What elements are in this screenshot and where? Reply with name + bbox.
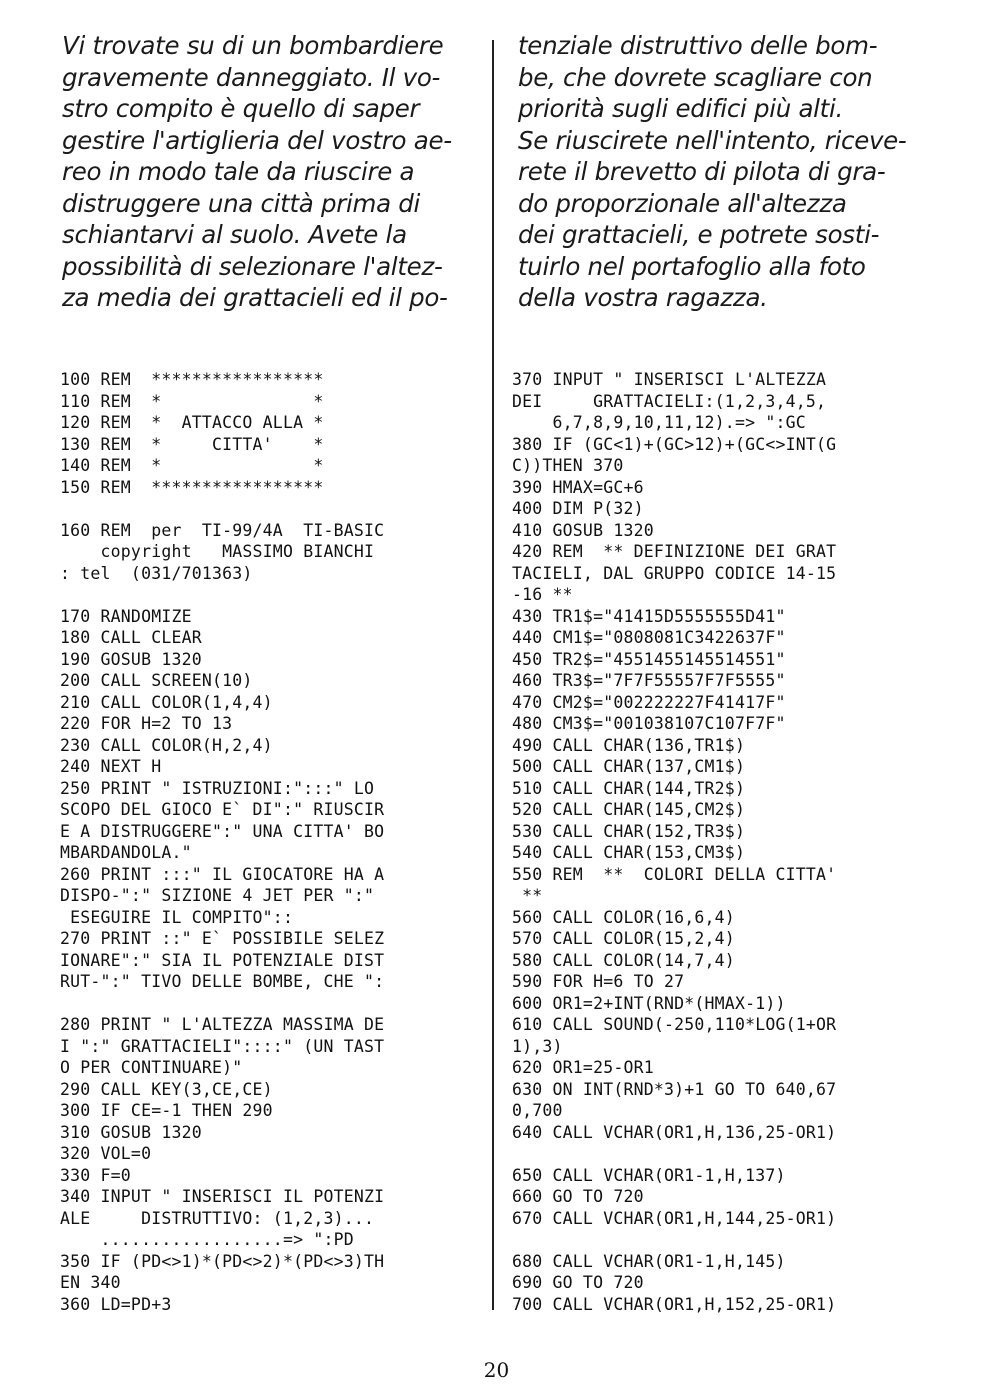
code-line: 540 CALL CHAR(153,CM3$): [512, 843, 746, 862]
code-line: 260 PRINT :::" IL GIOCATORE HA A: [60, 864, 385, 884]
intro-line: dei grattacieli, e potrete sosti-: [518, 220, 880, 249]
intro-line: stro compito è quello di saper: [62, 94, 420, 123]
code-line: 530 CALL CHAR(152,TR3$): [512, 821, 746, 841]
intro-line: possibilità di selezionare l'altez-: [62, 251, 443, 281]
intro-line: rete il brevetto di pilota di gra-: [518, 157, 886, 186]
code-line: 290 CALL KEY(3,CE,CE): [60, 1079, 273, 1099]
code-line: [60, 498, 480, 520]
code-line: 1),3): [512, 1036, 563, 1056]
code-line: [60, 584, 480, 606]
intro-line: Vi trovate su di un bombardiere: [62, 31, 444, 60]
code-line: 350 IF (PD<>1)*(PD<>2)*(PD<>3)TH: [60, 1251, 385, 1271]
intro-line: gestire l'artiglieria del vostro ae-: [62, 125, 452, 155]
code-line: SCOPO DEL GIOCO E` DI":" RIUSCIR: [60, 800, 385, 819]
code-line: 160 REM per TI-99/4A TI-BASIC: [60, 520, 385, 540]
code-line: 480 CM3$="001038107C107F7F": [512, 714, 786, 733]
code-line: 220 FOR H=2 TO 13: [60, 714, 233, 733]
code-line: 180 CALL CLEAR: [60, 628, 202, 647]
intro-line: do proporzionale all'altezza: [518, 188, 847, 218]
code-line: 0,700: [512, 1101, 563, 1120]
code-line: [60, 993, 480, 1015]
code-line: 340 INPUT " INSERISCI IL POTENZI: [60, 1187, 385, 1206]
code-line: [512, 1229, 932, 1251]
code-line: 100 REM *****************: [60, 370, 324, 389]
code-line: 410 GOSUB 1320: [512, 520, 654, 540]
code-line: EN 340: [60, 1273, 121, 1292]
code-line: 520 CALL CHAR(145,CM2$): [512, 800, 746, 819]
code-line: 380 IF (GC<1)+(GC>12)+(GC<>INT(G: [512, 434, 837, 454]
code-line: [512, 1143, 932, 1165]
code-line: 550 REM ** COLORI DELLA CITTA': [512, 864, 837, 884]
code-line: 310 GOSUB 1320: [60, 1122, 202, 1142]
code-line: 390 HMAX=GC+6: [512, 477, 644, 497]
intro-line: schiantarvi al suolo. Avete la: [62, 220, 407, 249]
code-line: 270 PRINT ::" E` POSSIBILE SELEZ: [60, 929, 385, 948]
code-line: 560 CALL COLOR(16,6,4): [512, 907, 735, 927]
code-line: 120 REM * ATTACCO ALLA *: [60, 413, 324, 432]
code-line: 690 GO TO 720: [512, 1273, 644, 1292]
code-line: 230 CALL COLOR(H,2,4): [60, 735, 273, 755]
code-line: 330 F=0: [60, 1165, 131, 1185]
code-line: DISPO-":" SIZIONE 4 JET PER ":": [60, 886, 375, 905]
code-line: 210 CALL COLOR(1,4,4): [60, 692, 273, 712]
code-line: DEI GRATTACIELI:(1,2,3,4,5,: [512, 391, 827, 411]
code-line: **: [512, 886, 543, 905]
code-line: ALE DISTRUTTIVO: (1,2,3)...: [60, 1208, 375, 1228]
code-line: 360 LD=PD+3: [60, 1294, 172, 1314]
code-line: 430 TR1$="41415D5555555D41": [512, 606, 786, 626]
intro-line: tuirlo nel portafoglio alla foto: [518, 251, 866, 281]
code-line: 680 CALL VCHAR(OR1-1,H,145): [512, 1251, 786, 1271]
intro-line: distruggere una città prima di: [62, 188, 421, 218]
code-line: 470 CM2$="002222227F41417F": [512, 692, 786, 712]
code-line: C))THEN 370: [512, 456, 624, 475]
code-line: 660 GO TO 720: [512, 1187, 644, 1206]
code-line: 620 OR1=25-OR1: [512, 1058, 654, 1077]
code-line: 6,7,8,9,10,11,12).=> ":GC: [512, 413, 806, 432]
code-line: 140 REM * *: [60, 456, 324, 475]
code-line: 250 PRINT " ISTRUZIONI:":::" LO: [60, 778, 375, 798]
code-line: 700 CALL VCHAR(OR1,H,152,25-OR1): [512, 1294, 837, 1314]
code-line: 610 CALL SOUND(-250,110*LOG(1+OR: [512, 1015, 837, 1034]
code-line: 460 TR3$="7F7F55557F7F5555": [512, 671, 786, 690]
code-line: 240 NEXT H: [60, 757, 162, 776]
code-line: ..................=> ":PD: [60, 1230, 354, 1249]
code-line: copyright MASSIMO BIANCHI: [60, 542, 375, 561]
code-line: 500 CALL CHAR(137,CM1$): [512, 757, 746, 776]
intro-line: gravemente danneggiato. Il vo-: [62, 62, 441, 92]
code-line: -16 **: [512, 585, 573, 604]
code-line: MBARDANDOLA.": [60, 843, 192, 862]
intro-line: tenziale distruttivo delle bom-: [518, 31, 878, 60]
code-line: RUT-":" TIVO DELLE BOMBE, CHE ":: [60, 972, 385, 991]
intro-line: priorità sugli edifici più alti.: [518, 94, 843, 123]
code-line: 580 CALL COLOR(14,7,4): [512, 950, 735, 970]
intro-line: Se riuscirete nell'intento, riceve-: [518, 125, 907, 155]
intro-line: za media dei grattacieli ed il po-: [62, 283, 448, 312]
code-line: 570 CALL COLOR(15,2,4): [512, 929, 735, 948]
code-line: 490 CALL CHAR(136,TR1$): [512, 735, 746, 755]
code-line: 590 FOR H=6 TO 27: [512, 972, 685, 991]
code-line: 320 VOL=0: [60, 1144, 152, 1163]
code-line: 150 REM *****************: [60, 477, 324, 497]
intro-text-left: [62, 30, 482, 314]
code-line: 670 CALL VCHAR(OR1,H,144,25-OR1): [512, 1208, 837, 1228]
page-number: 20: [483, 1358, 510, 1382]
intro-line: della vostra ragazza.: [518, 283, 768, 312]
code-line: 170 RANDOMIZE: [60, 606, 192, 626]
code-line: IONARE":" SIA IL POTENZIALE DIST: [60, 950, 385, 970]
code-line: O PER CONTINUARE)": [60, 1058, 243, 1077]
column-divider: [492, 40, 494, 1310]
code-line: 510 CALL CHAR(144,TR2$): [512, 778, 746, 798]
code-line: 400 DIM P(32): [512, 499, 644, 518]
code-line: 300 IF CE=-1 THEN 290: [60, 1101, 273, 1120]
code-listing-right: [512, 369, 932, 1315]
code-line: 650 CALL VCHAR(OR1-1,H,137): [512, 1165, 786, 1185]
code-line: 630 ON INT(RND*3)+1 GO TO 640,67: [512, 1079, 837, 1099]
code-line: 130 REM * CITTA' *: [60, 434, 324, 454]
code-line: 450 TR2$="4551455145514551": [512, 649, 786, 669]
code-line: 280 PRINT " L'ALTEZZA MASSIMA DE: [60, 1015, 385, 1034]
intro-line: be, che dovrete scagliare con: [518, 62, 873, 92]
code-listing-left: [60, 369, 480, 1315]
code-line: : tel (031/701363): [60, 563, 253, 583]
code-line: E A DISTRUGGERE":" UNA CITTA' BO: [60, 821, 385, 841]
code-line: ESEGUIRE IL COMPITO"::: [60, 907, 294, 927]
code-line: 370 INPUT " INSERISCI L'ALTEZZA: [512, 370, 827, 389]
code-line: 440 CM1$="0808081C3422637F": [512, 628, 786, 647]
code-line: 600 OR1=2+INT(RND*(HMAX-1)): [512, 993, 786, 1013]
intro-line: reo in modo tale da riuscire a: [62, 157, 415, 186]
code-line: 190 GOSUB 1320: [60, 649, 202, 669]
code-line: 200 CALL SCREEN(10): [60, 671, 253, 690]
code-line: TACIELI, DAL GRUPPO CODICE 14-15: [512, 563, 837, 583]
code-line: 420 REM ** DEFINIZIONE DEI GRAT: [512, 542, 837, 561]
code-line: 640 CALL VCHAR(OR1,H,136,25-OR1): [512, 1122, 837, 1142]
code-line: I ":" GRATTACIELI"::::" (UN TAST: [60, 1036, 385, 1056]
intro-text-right: [518, 30, 938, 314]
code-line: 110 REM * *: [60, 391, 324, 411]
